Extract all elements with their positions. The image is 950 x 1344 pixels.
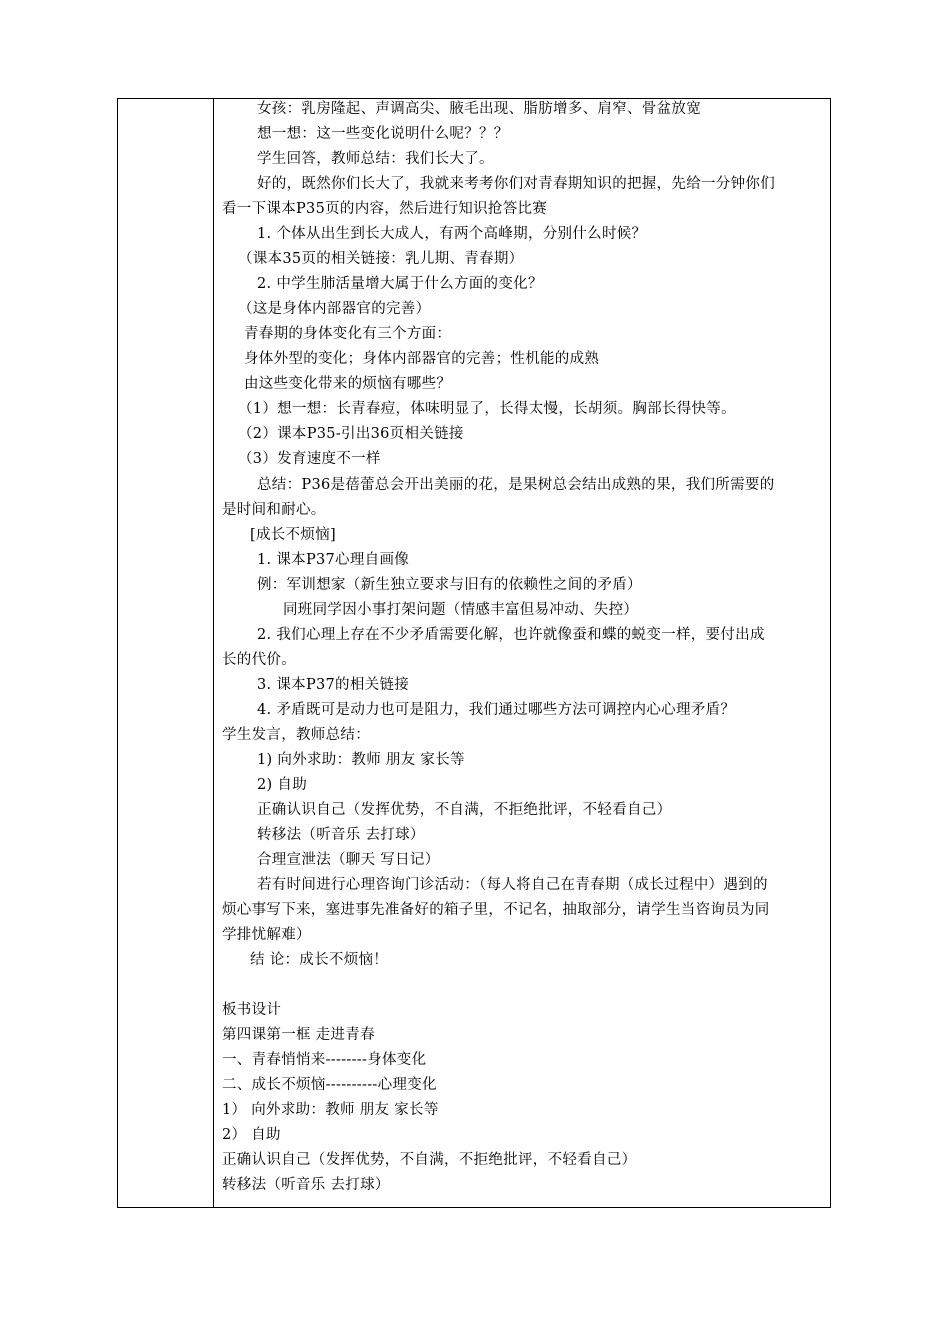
text-line: 合理宣泄法（聊天 写日记） <box>257 852 440 868</box>
text-line: 女孩：乳房隆起、声调高尖、腋毛出现、脂肪增多、肩窄、骨盆放宽 <box>257 101 701 117</box>
text-line: 2. 中学生肺活量增大属于什么方面的变化？ <box>257 276 543 292</box>
text-line: 3. 课本P37的相关链接 <box>257 677 410 693</box>
text-line: 学生发言，教师总结： <box>222 727 370 743</box>
text-line: 由这些变化带来的烦恼有哪些？ <box>244 376 452 392</box>
text-line: （2）课本P35-引出36页相关链接 <box>238 426 464 442</box>
text-line: 长的代价。 <box>222 652 296 668</box>
text-line: 转移法（听音乐 去打球） <box>257 827 425 843</box>
text-line: 一、青春悄悄来--------身体变化 <box>222 1052 427 1068</box>
text-line: 2) 自助 <box>257 777 307 793</box>
column-divider <box>213 99 214 1207</box>
text-line: 同班同学因小事打架问题（情感丰富但易冲动、失控） <box>283 602 639 618</box>
text-line: 总结：P36是蓓蕾总会开出美丽的花，是果树总会结出成熟的果，我们所需要的 <box>257 477 775 493</box>
text-line: （这是身体内部器官的完善） <box>238 301 431 317</box>
section-heading: 板书设计 <box>222 1002 282 1018</box>
text-line: 结 论：成长不烦恼！ <box>250 952 389 968</box>
text-line: 转移法（听音乐 去打球） <box>222 1177 390 1193</box>
text-line: （课本35页的相关链接：乳儿期、青春期） <box>238 251 524 267</box>
text-line: 是时间和耐心。 <box>222 502 326 518</box>
text-line: 1. 个体从出生到长大成人，有两个高峰期，分别什么时候？ <box>257 226 647 242</box>
text-line: 1） 向外求助：教师 朋友 家长等 <box>222 1102 439 1118</box>
text-line: 青春期的身体变化有三个方面： <box>244 326 452 342</box>
text-line: 身体外型的变化；身体内部器官的完善；性机能的成熟 <box>244 351 600 367</box>
text-line: 二、成长不烦恼----------心理变化 <box>222 1077 437 1093</box>
text-line: 若有时间进行心理咨询门诊活动：（每人将自己在青春期（成长过程中）遇到的 <box>257 877 768 893</box>
text-line: 想一想：这一些变化说明什么呢？？？ <box>257 126 509 142</box>
text-line: （3）发育速度不一样 <box>238 451 381 467</box>
text-line: 好的，既然你们长大了，我就来考考你们对青春期知识的把握，先给一分钟你们 <box>257 176 775 192</box>
text-line: 2） 自助 <box>222 1127 281 1143</box>
text-line: 看一下课本P35页的内容，然后进行知识抢答比赛 <box>222 201 548 217</box>
text-line: 第四课第一框 走进青春 <box>222 1027 375 1043</box>
text-line: 例：军训想家（新生独立要求与旧有的依赖性之间的矛盾） <box>257 577 642 593</box>
text-line: 正确认识自己（发挥优势，不自满，不拒绝批评，不轻看自己） <box>222 1152 637 1168</box>
text-line: 2. 我们心理上存在不少矛盾需要化解，也许就像蚕和蝶的蜕变一样，要付出成 <box>257 627 765 643</box>
text-line: [成长不烦恼] <box>250 527 336 543</box>
text-line: 4. 矛盾既可是动力也可是阻力，我们通过哪些方法可调控内心心理矛盾？ <box>257 702 736 718</box>
text-line: 学生回答，教师总结：我们长大了。 <box>257 151 494 167</box>
text-line: 1. 课本P37心理自画像 <box>257 552 410 568</box>
text-line: 学排忧解难） <box>222 927 311 943</box>
text-line: 1) 向外求助：教师 朋友 家长等 <box>257 752 465 768</box>
text-line: （1）想一想：长青春痘，体味明显了，长得太慢，长胡须。胸部长得快等。 <box>238 401 736 417</box>
text-line: 正确认识自己（发挥优势，不自满，不拒绝批评，不轻看自己） <box>257 802 672 818</box>
text-line: 烦心事写下来，塞进事先准备好的箱子里，不记名，抽取部分，请学生当咨询员为同 <box>222 902 770 918</box>
